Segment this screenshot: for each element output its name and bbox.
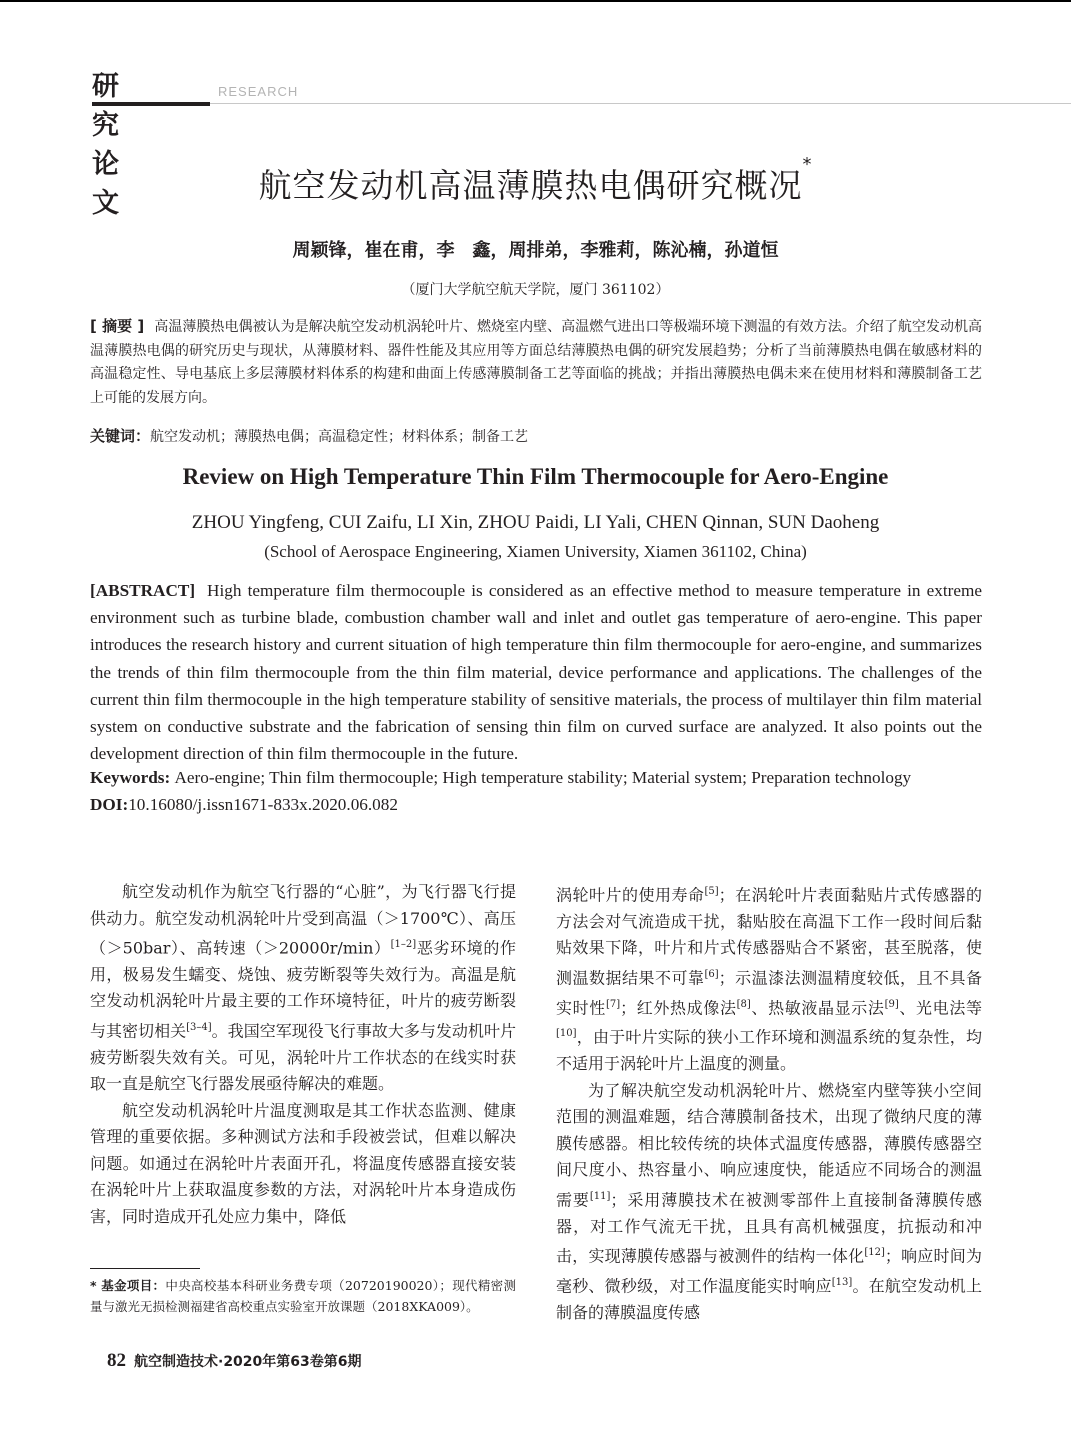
citation: [12] xyxy=(864,1247,885,1259)
top-border-line xyxy=(0,0,1071,2)
page-number: 82 xyxy=(107,1350,126,1371)
abstract-en-text: High temperature film thermocouple is considered as an effective method to measure temperature in extreme environment such as turbine blade, combustion chamber wall and inlet and outlet gas temperature of aero-engine. This paper introduces the research history and current situation of high temperature thin film thermocouple for aero-engine, and summarizes the trends of thin film thermocouple from the thin film material, device performance and applications. The challenges of the current thin film thermocouple in the high temperature stability of sensitive materials, the process of multilayer thin film material system on conductive substrate and the fabrication of sensing thin film on curved surface are analyzed. It also points out the development direction of thin film thermocouple in the future. xyxy=(90,581,982,764)
citation: [13] xyxy=(831,1276,853,1288)
journal-issue: 航空制造技术·2020年第63卷第6期 xyxy=(134,1354,362,1370)
page-footer xyxy=(107,1350,362,1372)
authors-cn: 周颖锋，崔在甫，李 鑫，周排弟，李雅莉，陈沁楠，孙道恒 xyxy=(292,240,779,261)
doi-line xyxy=(90,795,982,815)
citation: [3–4] xyxy=(186,1021,212,1033)
paper-title-en: Review on High Temperature Thin Film Thermocouple for Aero-Engine xyxy=(182,464,889,489)
citation: [9] xyxy=(884,998,899,1010)
authors-en: ZHOU Yingfeng, CUI Zaifu, LI Xin, ZHOU Paidi, LI Yali, CHEN Qinnan, SUN Daoheng xyxy=(191,512,880,533)
body-column-left xyxy=(90,879,516,1230)
section-label-en: RESEARCH xyxy=(218,84,299,99)
body-paragraph: 航空发动机作为航空飞行器的“心脏”，为飞行器飞行提供动力。航空发动机涡轮叶片受到高温（＞1700℃）、高压（＞50bar）、高转速（＞20000r/min）[1–2]恶劣环境的作用，极易发生蠕变、烧蚀、疲劳断裂等失效行为。高温是航空发动机涡轮叶片最主要的工作环境特征，叶片的疲劳断裂与其密切相关[3–4]。我国空军现役飞行事故大多与发动机叶片疲劳断裂失效有关。可见，涡轮叶片工作状态的在线实时获取一直是航空飞行器发展亟待解决的难题。 xyxy=(90,882,516,1094)
body-column-right xyxy=(556,879,982,1326)
citation: [10] xyxy=(556,1028,577,1040)
title-footnote-mark: * xyxy=(802,154,813,175)
funding-footnote xyxy=(90,1275,516,1317)
citation: [8] xyxy=(736,998,751,1010)
abstract-cn xyxy=(90,315,982,410)
body-paragraph: 航空发动机涡轮叶片温度测取是其工作状态监测、健康管理的重要依据。多种测试方法和手段被尝试，但难以解决问题。如通过在涡轮叶片表面开孔，将温度传感器直接安装在涡轮叶片上获取温度参数的方法，对涡轮叶片本身造成伤害，同时造成开孔处应力集中，降低 xyxy=(90,1100,516,1226)
abstract-cn-text: 高温薄膜热电偶被认为是解决航空发动机涡轮叶片、燃烧室内壁、高温燃气进出口等极端环境下测温的有效方法。介绍了航空发动机高温薄膜热电偶的研究历史与现状，从薄膜材料、器件性能及其应用等方面总结薄膜热电偶的研究发展趋势；分析了当前薄膜热电偶在敏感材料的高温稳定性、导电基底上多层薄膜材料体系的构建和曲面上传感薄膜制备工艺等面临的挑战；并指出薄膜热电偶未来在使用材料和薄膜制备工艺上可能的发展方向。 xyxy=(90,319,983,406)
keywords-en-label: Keywords: xyxy=(90,768,171,787)
citation: [11] xyxy=(589,1190,611,1202)
citation: [7] xyxy=(605,998,621,1010)
keywords-cn xyxy=(90,425,982,446)
abstract-cn-label: [ 摘要 ] xyxy=(90,317,145,335)
section-rule-thick xyxy=(92,102,210,106)
abstract-en-label: [ABSTRACT] xyxy=(90,581,196,600)
keywords-cn-label: 关键词： xyxy=(90,427,151,445)
section-rule-thin xyxy=(210,103,1071,104)
keywords-en xyxy=(90,768,982,788)
citation: [1–2] xyxy=(390,939,417,950)
section-label-cn: 研究论文 xyxy=(92,71,120,219)
body-paragraph: 涡轮叶片的使用寿命[5]；在涡轮叶片表面黏贴片式传感器的方法会对气流造成干扰，黏贴胶在高温下工作一段时间后黏贴效果下降，叶片和片式传感器贴合不紧密，甚至脱落，使测温数据结果不可靠[6]；示温漆法测温精度较低，且不具备实时性[7]；红外热成像法[8]、热敏液晶显示法[9]、光电法等[10]，由于叶片实际的狭小工作环境和测温系统的复杂性，均不适用于涡轮叶片上温度的测量。 xyxy=(556,885,982,1074)
keywords-en-text: Aero-engine; Thin film thermocouple; High temperature stability; Material system; Preparation technology xyxy=(174,768,912,787)
citation: [5] xyxy=(704,886,719,897)
body-paragraph: 为了解决航空发动机涡轮叶片、燃烧室内壁等狭小空间范围的测温难题，结合薄膜制备技术，出现了微纳尺度的薄膜传感器。相比较传统的块体式温度传感器，薄膜传感器空间尺度小、热容量小、响应速度快，能适应不同场合的测温需要[11]；采用薄膜技术在被测零部件上直接制备薄膜传感器，对工作气流无干扰，且具有高机械强度，抗振动和冲击，实现薄膜传感器与被测件的结构一体化[12]；响应时间为毫秒、微秒级，对工作温度能实时响应[13]。在航空发动机上制备的薄膜温度传感 xyxy=(556,1080,982,1322)
footnote-text: 中央高校基本科研业务费专项（20720190020）；现代精密测量与激光无损检测福建省高校重点实验室开放课题（2018XKA009）。 xyxy=(90,1278,517,1314)
doi-value: 10.16080/j.issn1671-833x.2020.06.082 xyxy=(128,795,398,814)
paper-title-cn xyxy=(0,154,1071,207)
paper-title-cn-text: 航空发动机高温薄膜热电偶研究概况 xyxy=(258,166,803,205)
footnote-rule xyxy=(90,1268,200,1269)
keywords-cn-text: 航空发动机；薄膜热电偶；高温稳定性；材料体系；制备工艺 xyxy=(150,429,529,445)
doi-label: DOI: xyxy=(90,795,129,814)
affiliation-en: (School of Aerospace Engineering, Xiamen University, Xiamen 361102, China) xyxy=(264,542,807,561)
footnote-label: * 基金项目： xyxy=(90,1278,166,1293)
abstract-en xyxy=(90,577,982,767)
affiliation-cn: （厦门大学航空航天学院，厦门 361102） xyxy=(401,282,670,298)
citation: [6] xyxy=(704,968,719,980)
